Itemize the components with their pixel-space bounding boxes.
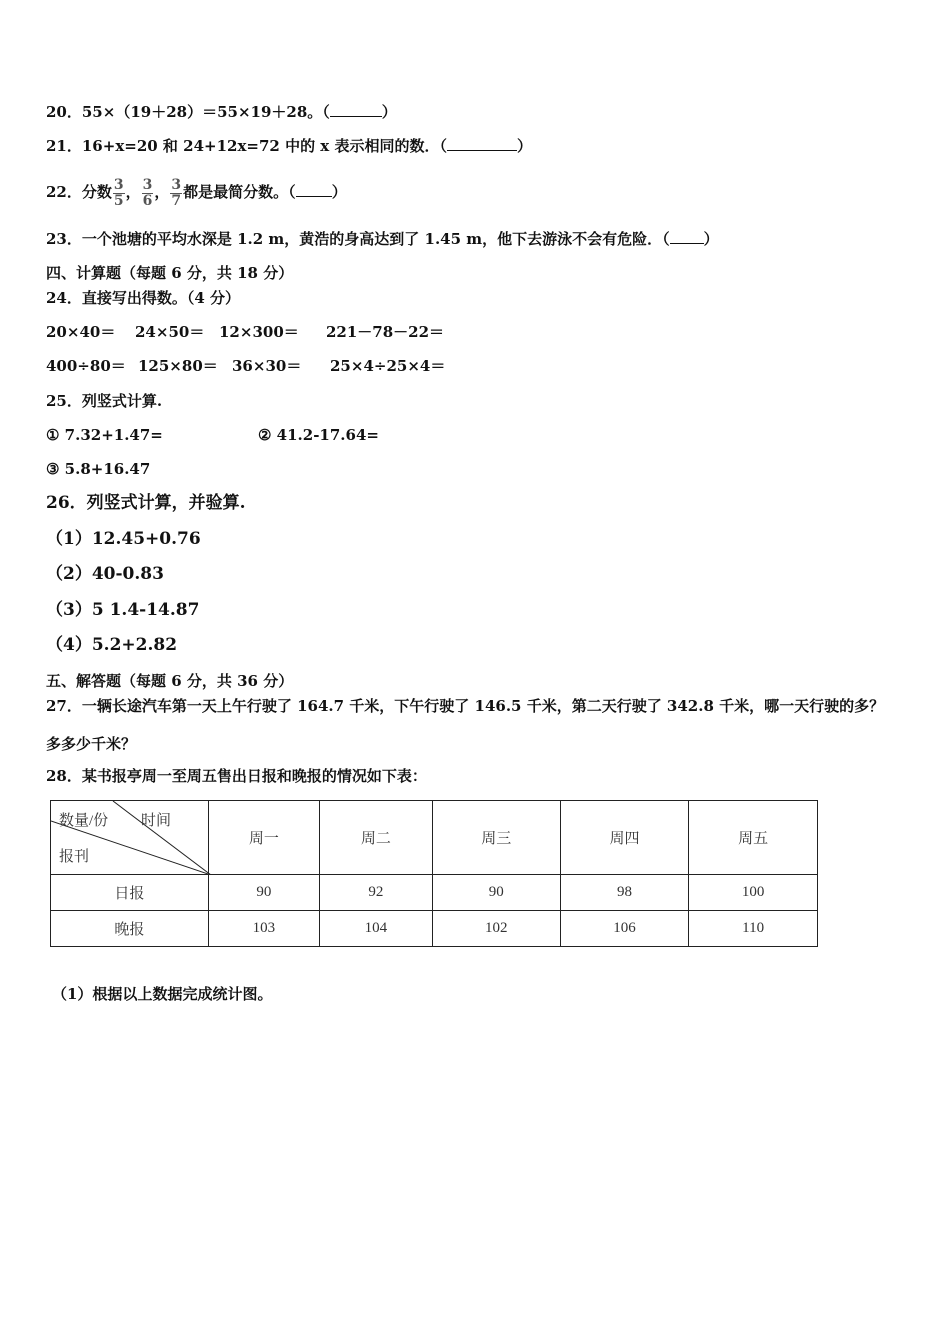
header-cell: 周五 bbox=[689, 801, 818, 875]
header-cell: 周一 bbox=[208, 801, 319, 875]
question-text: 分数 bbox=[81, 183, 112, 201]
question-text: 都是最简分数。（ bbox=[183, 183, 296, 201]
question-27-cont: 多多少千米？ bbox=[46, 735, 137, 753]
table-cell: 102 bbox=[432, 911, 560, 947]
numerator: 3 bbox=[142, 176, 153, 193]
sales-table bbox=[50, 800, 818, 947]
section-title: 四、计算题（每题 6 分，共 18 分） bbox=[46, 264, 294, 282]
question-text: 55×（19＋28）＝55×19＋28。（ bbox=[81, 103, 330, 121]
row-label: 日报 bbox=[51, 875, 209, 911]
vertical-calc-item: ③ 5.8+16.47 bbox=[46, 460, 151, 478]
answer-blank[interactable] bbox=[447, 136, 517, 151]
question-25 bbox=[46, 391, 162, 411]
table-cell: 90 bbox=[208, 875, 319, 911]
separator: ， bbox=[125, 183, 141, 201]
denominator: 7 bbox=[171, 192, 182, 209]
table-cell: 100 bbox=[689, 875, 818, 911]
question-24 bbox=[46, 288, 240, 308]
question-number: 26． bbox=[46, 493, 87, 513]
numerator: 3 bbox=[113, 176, 124, 193]
answer-blank[interactable] bbox=[330, 102, 382, 117]
answer-blank[interactable] bbox=[296, 182, 332, 197]
paren-close: ） bbox=[331, 183, 347, 201]
paren-close: ） bbox=[516, 137, 532, 155]
question-20 bbox=[46, 102, 397, 122]
vertical-calc-item: ① 7.32+1.47= bbox=[46, 426, 163, 444]
question-number: 27． bbox=[46, 697, 82, 715]
fraction bbox=[170, 178, 182, 209]
question-text: 一辆长途汽车第一天上午行驶了 164.7 千米，下午行驶了 146.5 千米，第二天行驶了 342.8 千米，哪一天行驶的多？ bbox=[81, 697, 885, 715]
question-text: 列竖式计算. bbox=[81, 392, 163, 410]
denominator: 6 bbox=[142, 192, 153, 209]
fraction bbox=[113, 178, 125, 209]
vertical-calc-item: （1）12.45+0.76 bbox=[46, 529, 201, 549]
calc-item: 221－78－22＝ bbox=[326, 323, 445, 341]
question-text: 16+x=20 和 24+12x=72 中的 x 表示相同的数．（ bbox=[81, 137, 447, 155]
corner-label-paper: 报刊 bbox=[59, 849, 90, 865]
question-number: 22． bbox=[46, 183, 82, 201]
row-label: 晚报 bbox=[51, 911, 209, 947]
question-number: 23． bbox=[46, 230, 82, 248]
table-cell: 103 bbox=[208, 911, 319, 947]
table-header-row bbox=[51, 801, 818, 875]
table-cell: 98 bbox=[560, 875, 689, 911]
header-cell: 周四 bbox=[560, 801, 689, 875]
corner-label-time: 时间 bbox=[141, 813, 172, 829]
question-28-sub1: （1）根据以上数据完成统计图。 bbox=[52, 985, 273, 1003]
corner-cell bbox=[51, 801, 209, 875]
question-text: 一个池塘的平均水深是 1.2 m，黄浩的身高达到了 1.45 m，他下去游泳不会有危险．（ bbox=[81, 230, 670, 248]
calc-item: 125×80＝ bbox=[138, 357, 218, 375]
table-cell: 110 bbox=[689, 911, 818, 947]
question-27 bbox=[46, 696, 884, 716]
vertical-calc-item: （3）5 1.4-14.87 bbox=[46, 600, 200, 620]
table-cell: 90 bbox=[432, 875, 560, 911]
question-number: 20． bbox=[46, 103, 82, 121]
question-number: 25． bbox=[46, 392, 82, 410]
table-cell: 106 bbox=[560, 911, 689, 947]
question-text: 某书报亭周一至周五售出日报和晚报的情况如下表： bbox=[81, 767, 427, 785]
vertical-calc-item: （2）40-0.83 bbox=[46, 564, 164, 584]
table-row bbox=[51, 875, 818, 911]
question-text: 列竖式计算，并验算. bbox=[86, 493, 246, 513]
header-cell: 周三 bbox=[432, 801, 560, 875]
question-number: 28． bbox=[46, 767, 82, 785]
question-28 bbox=[46, 766, 427, 786]
fraction bbox=[142, 178, 154, 209]
calc-item: 25×4÷25×4＝ bbox=[330, 357, 446, 375]
question-text: 直接写出得数。（4 分） bbox=[81, 289, 241, 307]
paren-close: ） bbox=[703, 230, 719, 248]
separator: ， bbox=[154, 183, 170, 201]
denominator: 5 bbox=[113, 192, 124, 209]
calc-item: 400÷80＝ bbox=[46, 357, 126, 375]
header-cell: 周二 bbox=[319, 801, 432, 875]
numerator: 3 bbox=[171, 176, 182, 193]
calc-item: 36×30＝ bbox=[232, 357, 302, 375]
paren-close: ） bbox=[381, 103, 397, 121]
question-23 bbox=[46, 229, 719, 249]
calc-item: 24×50＝ bbox=[135, 323, 205, 341]
table-cell: 92 bbox=[319, 875, 432, 911]
table-cell: 104 bbox=[319, 911, 432, 947]
question-21 bbox=[46, 136, 532, 156]
vertical-calc-item: （4）5.2+2.82 bbox=[46, 635, 178, 655]
calc-item: 12×300＝ bbox=[219, 323, 299, 341]
calc-item: 20×40＝ bbox=[46, 323, 116, 341]
answer-blank[interactable] bbox=[670, 229, 704, 244]
corner-label-quantity: 数量/份 bbox=[59, 813, 109, 829]
question-number: 21． bbox=[46, 137, 82, 155]
question-number: 24． bbox=[46, 289, 82, 307]
vertical-calc-item: ② 41.2-17.64= bbox=[258, 426, 379, 444]
question-22 bbox=[46, 175, 347, 209]
question-26 bbox=[46, 493, 246, 513]
section-title: 五、解答题（每题 6 分，共 36 分） bbox=[46, 672, 294, 690]
table-row bbox=[51, 911, 818, 947]
